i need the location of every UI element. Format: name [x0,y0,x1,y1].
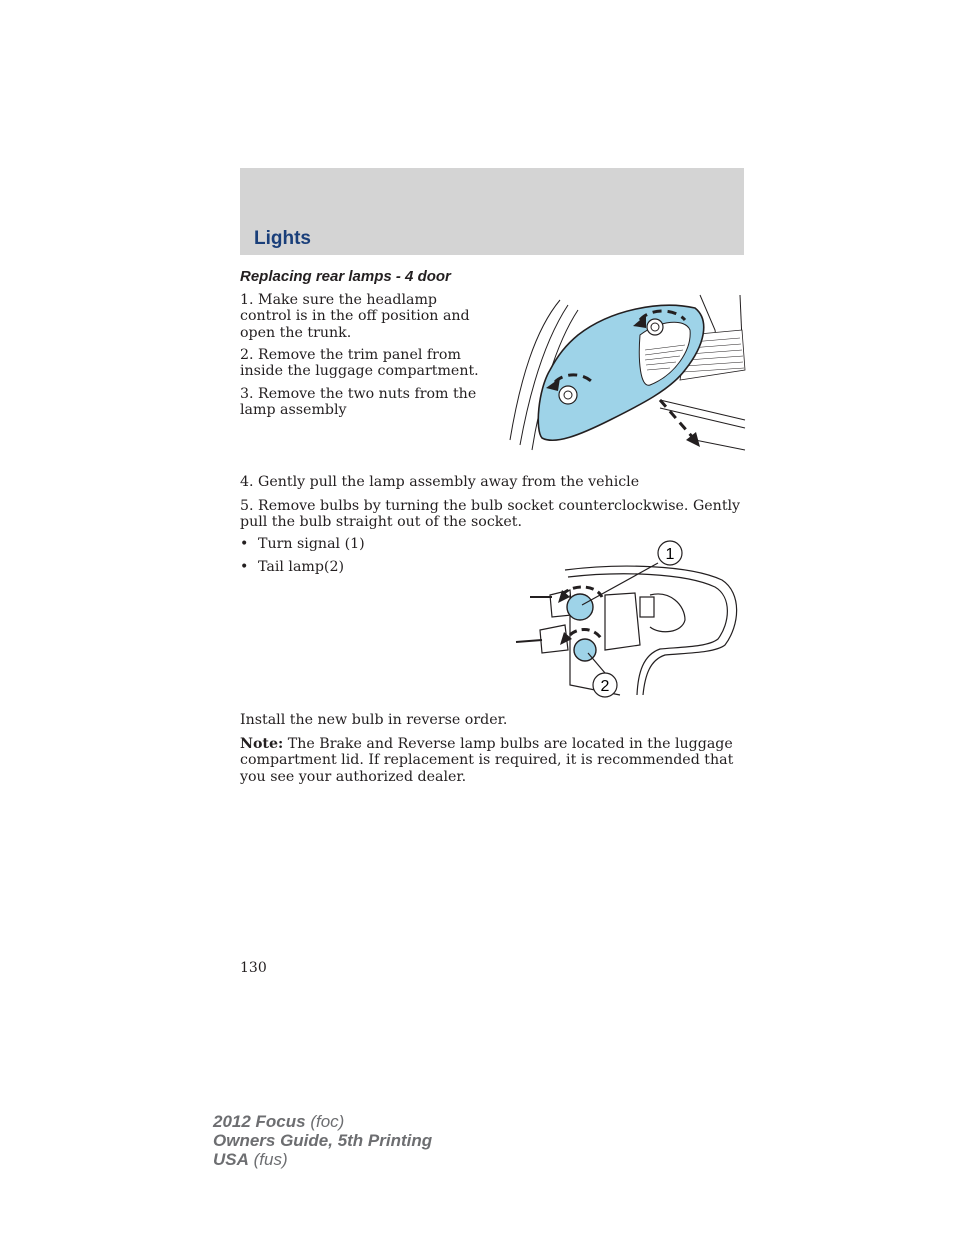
footer-model-code: (foc) [305,1112,345,1131]
footer-edition-info [213,1112,432,1169]
lamp-assembly-illustration [500,290,750,460]
page-number: 130 [240,960,267,976]
step-5: 5. Remove bulbs by turning the bulb socket counterclockwise. Gently pull the bulb straight out of the socket. [240,498,741,531]
footer-market-code: (fus) [248,1150,288,1169]
callout-1-label: 1 [665,546,675,563]
bullet-tail-lamp [240,559,344,575]
footer-market: USA [213,1150,249,1169]
section-title: Lights [254,228,311,249]
note-paragraph [240,736,744,785]
footer-model: 2012 Focus [213,1112,306,1131]
bullet-text: Tail lamp(2) [258,559,345,575]
install-instruction: Install the new bulb in reverse order. [240,712,508,728]
step-2: 2. Remove the trim panel from inside the luggage compartment. [240,347,479,380]
section-header-band [240,168,744,255]
step-1: 1. Make sure the headlamp control is in the off position and open the trunk. [240,292,470,341]
footer-printing: Owners Guide, 5th Printing [213,1131,433,1150]
step-3: 3. Remove the two nuts from the lamp assembly [240,386,477,419]
subheading: Replacing rear lamps - 4 door [240,268,451,285]
step-4: 4. Gently pull the lamp assembly away from the vehicle [240,474,640,490]
bulb-location-illustration [510,535,745,705]
bullet-turn-signal [240,536,365,552]
bullet-text: Turn signal (1) [258,536,365,552]
note-text: The Brake and Reverse lamp bulbs are located in the luggage compartment lid. If replacement is required, it is recommended that you see your authorized dealer. [240,736,734,785]
bullet-icon: • [240,559,249,575]
callout-2-label: 2 [600,678,610,695]
bullet-icon: • [240,536,249,552]
note-label: Note: [240,736,284,752]
